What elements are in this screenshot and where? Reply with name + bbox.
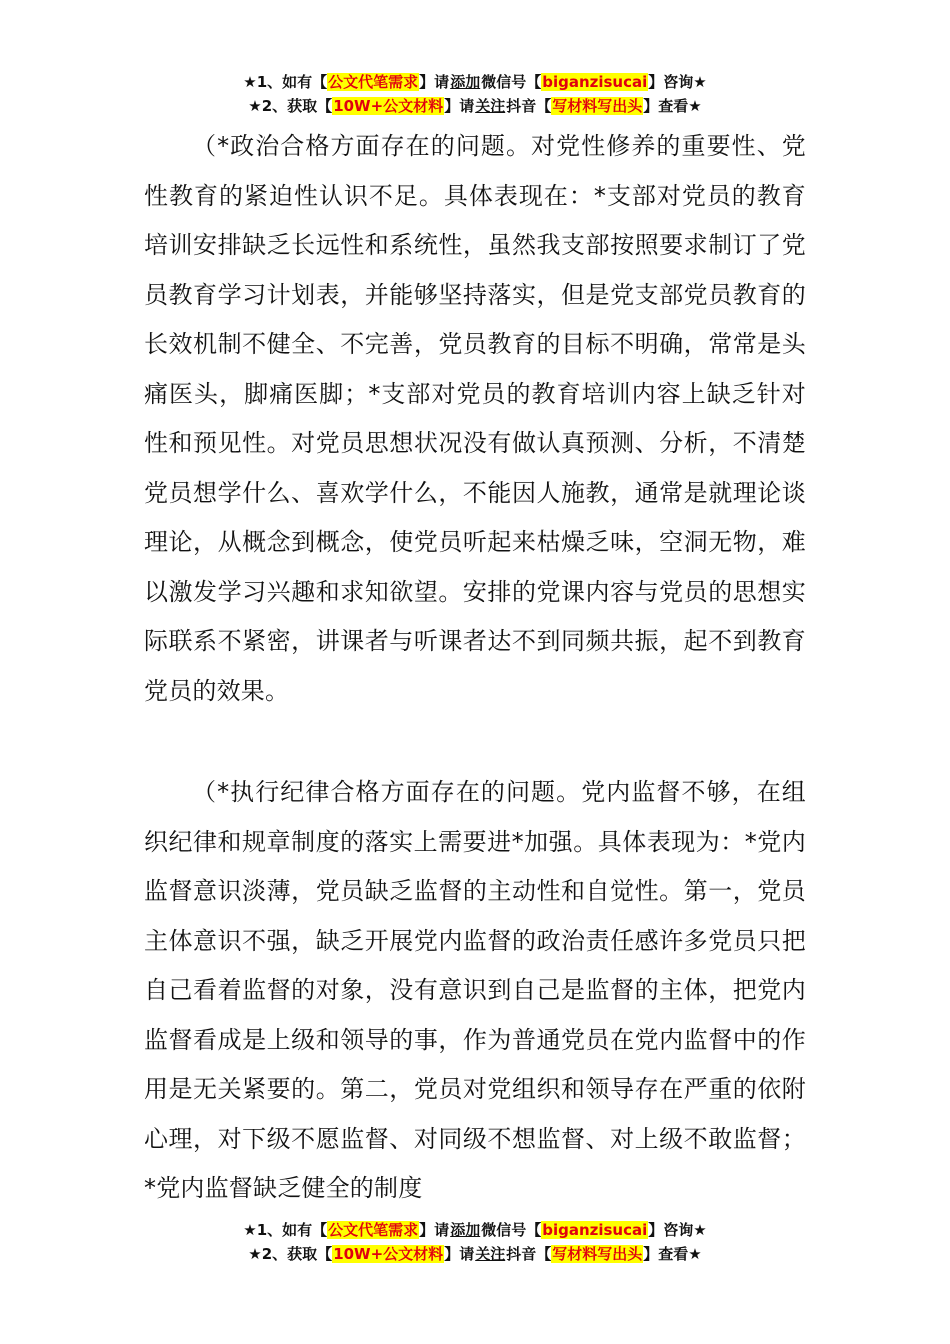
banner-text: ★1、如有【: [243, 73, 328, 91]
banner-highlight: 公文代笔需求: [328, 73, 419, 91]
banner-emphasis: 添加: [450, 1221, 481, 1239]
body-paragraph-1-container: [144, 122, 806, 716]
banner-text: 】咨询★: [648, 73, 707, 91]
banner-text: ★1、如有【: [243, 1221, 328, 1239]
banner-emphasis: 添加: [450, 73, 481, 91]
banner-text: 】请: [444, 97, 475, 115]
banner-text: 】咨询★: [648, 1221, 707, 1239]
banner-line-1: [0, 70, 950, 94]
banner-emphasis: 关注: [475, 97, 506, 115]
banner-line-2: [0, 94, 950, 118]
body-paragraph-1: （*政治合格方面存在的问题。对党性修养的重要性、党性教育的紧迫性认识不足。具体表现在：*支部对党员的教育培训安排缺乏长远性和系统性，虽然我支部按照要求制订了党员教育学习计划表，并能够坚持落实，但是党支部党员教育的长效机制不健全、不完善，党员教育的目标不明确，常常是头痛医头，脚痛医脚；*支部对党员的教育培训内容上缺乏针对性和预见性。对党员思想状况没有做认真预测、分析，不清楚党员想学什么、喜欢学什么，不能因人施教，通常是就理论谈理论，从概念到概念，使党员听起来枯燥乏味，空洞无物，难以激发学习兴趣和求知欲望。安排的党课内容与党员的思想实际联系不紧密，讲课者与听课者达不到同频共振，起不到教育党员的效果。: [144, 132, 806, 705]
banner-text: 微信号【: [481, 1221, 542, 1239]
body-paragraph-2-container: [144, 768, 806, 1214]
banner-text: 微信号【: [481, 73, 542, 91]
banner-highlight-wechat-id: biganzisucai: [542, 73, 648, 91]
banner-highlight: 10W+公文材料: [333, 97, 444, 115]
banner-highlight-douyin: 写材料写出头: [552, 97, 643, 115]
banner-emphasis: 关注: [475, 1245, 506, 1263]
banner-text: 】查看★: [643, 97, 702, 115]
body-paragraph-2: （*执行纪律合格方面存在的问题。党内监督不够，在组织纪律和规章制度的落实上需要进*加强。具体表现为：*党内监督意识淡薄，党员缺乏监督的主动性和自觉性。第一，党员主体意识不强，缺乏开展党内监督的政治责任感许多党员只把自己看着监督的对象，没有意识到自己是监督的主体，把党内监督看成是上级和领导的事，作为普通党员在党内监督中的作用是无关紧要的。第二，党员对党组织和领导存在严重的依附心理，对下级不愿监督、对同级不想监督、对上级不敢监督；*党内监督缺乏健全的制度: [144, 778, 806, 1202]
banner-line-2: [0, 1242, 950, 1266]
banner-text: 抖音【: [506, 97, 552, 115]
banner-highlight-wechat-id: biganzisucai: [542, 1221, 648, 1239]
banner-text: 】查看★: [643, 1245, 702, 1263]
banner-text: 抖音【: [506, 1245, 552, 1263]
banner-text: ★2、获取【: [248, 1245, 333, 1263]
banner-highlight: 公文代笔需求: [328, 1221, 419, 1239]
header-banner: [0, 70, 950, 118]
banner-line-1: [0, 1218, 950, 1242]
banner-text: 】请: [419, 73, 450, 91]
banner-text: 】请: [444, 1245, 475, 1263]
banner-text: 】请: [419, 1221, 450, 1239]
banner-highlight: 10W+公文材料: [333, 1245, 444, 1263]
footer-banner: [0, 1218, 950, 1266]
banner-highlight-douyin: 写材料写出头: [552, 1245, 643, 1263]
banner-text: ★2、获取【: [248, 97, 333, 115]
